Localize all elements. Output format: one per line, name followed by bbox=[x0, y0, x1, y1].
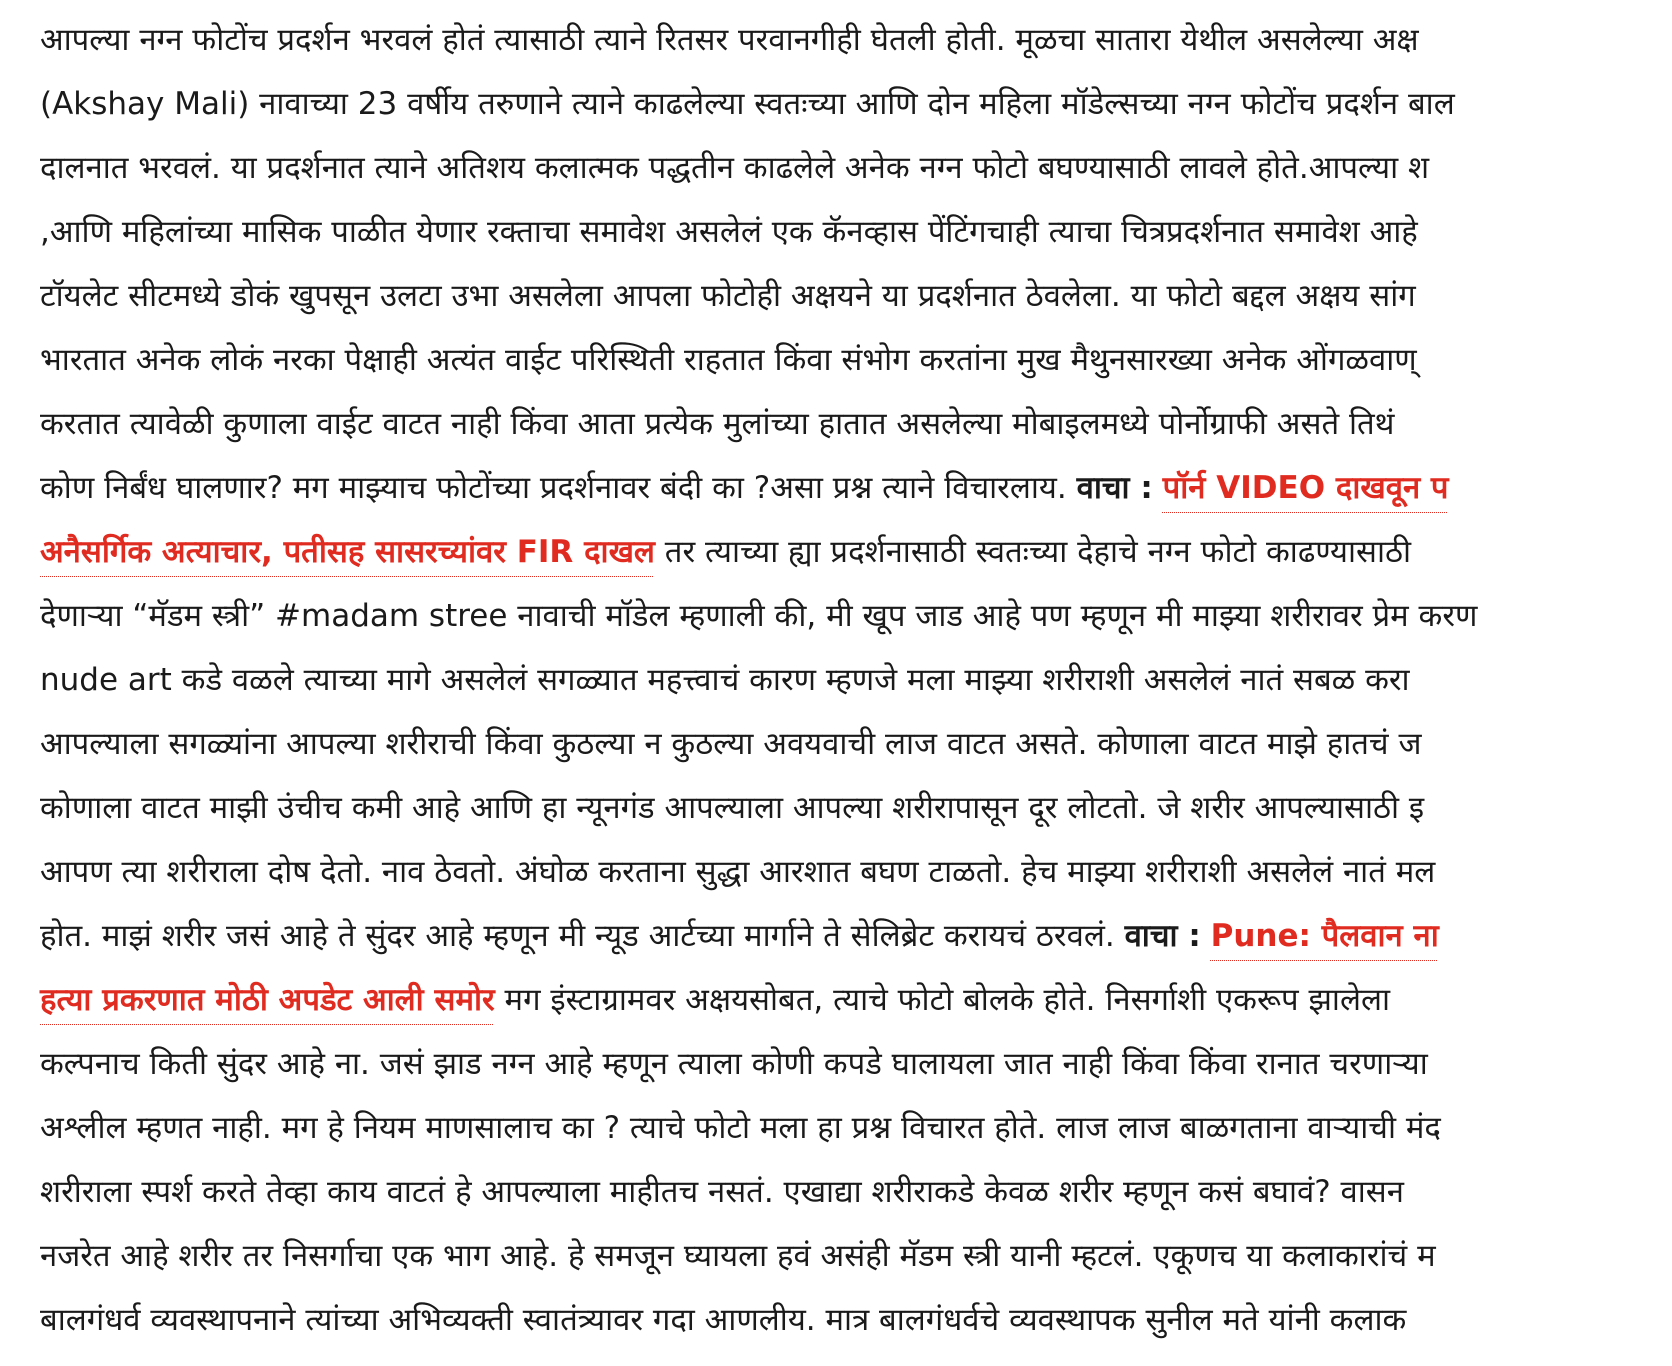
paragraph-text: कोण निर्बंध घालणार? मग माझ्याच फोटोंच्या प्रदर्शनावर बंदी का ?असा प्रश्न त्याने विचारलाय. bbox=[40, 470, 1067, 506]
paragraph-line: बालगंधर्व व्यवस्थापनाने त्यांच्या अभिव्यक्ती स्वातंत्र्यावर गदा आणलीय. मात्र बालगंधर्वचे व्यवस्थापक सुनील मते यांनी कलाक bbox=[40, 1302, 1407, 1338]
paragraph-line: टॉयलेट सीटमध्ये डोकं खुपसून उलटा उभा असलेला आपला फोटोही अक्षयने या प्रदर्शनात ठेवलेला. या फोटो बद्दल अक्षय सांग bbox=[40, 278, 1416, 314]
paragraph-line-with-read-more bbox=[40, 904, 1672, 968]
paragraph-text: तर त्याच्या ह्या प्रदर्शनासाठी स्वतःच्या देहाचे नग्न फोटो काढण्यासाठी bbox=[654, 534, 1412, 570]
paragraph-line: भारतात अनेक लोकं नरका पेक्षाही अत्यंत वाईट परिस्थिती राहतात किंवा संभोग करतांना मुख मैथुनसारख्या अनेक ओंगळवाण् bbox=[40, 342, 1417, 378]
related-article-link[interactable]: पॉर्न VIDEO दाखवून प bbox=[1162, 470, 1449, 506]
paragraph-line-with-read-more bbox=[40, 456, 1672, 520]
paragraph-line: अश्लील म्हणत नाही. मग हे नियम माणसालाच का ? त्याचे फोटो मला हा प्रश्न विचारत होते. लाज लाज बाळगताना वाऱ्याची मंद bbox=[40, 1110, 1441, 1146]
read-also-label: वाचा : bbox=[1076, 470, 1153, 506]
article-body bbox=[40, 8, 1672, 1352]
paragraph-line: (Akshay Mali) नावाच्या 23 वर्षीय तरुणाने त्याने काढलेल्या स्वतःच्या आणि दोन महिला मॉडेल्सच्या नग्न फोटोंच प्रदर्शन बाल bbox=[40, 86, 1455, 122]
paragraph-line: देणाऱ्या “मॅडम स्त्री” #madam stree नावाची मॉडेल म्हणाली की, मी खूप जाड आहे पण म्हणून मी माझ्या शरीरावर प्रेम करण bbox=[40, 598, 1478, 634]
related-article-link[interactable]: Pune: पैलवान ना bbox=[1210, 918, 1439, 954]
paragraph-line: नजरेत आहे शरीर तर निसर्गाचा एक भाग आहे. हे समजून घ्यायला हवं असंही मॅडम स्त्री यानी म्हटलं. एकूणच या कलाकारांचं म bbox=[40, 1238, 1436, 1274]
paragraph-line: शरीराला स्पर्श करते तेव्हा काय वाटतं हे आपल्याला माहीतच नसतं. एखाद्या शरीराकडे केवळ शरीर म्हणून कसं बघावं? वासन bbox=[40, 1174, 1404, 1210]
read-also-label: वाचा : bbox=[1124, 918, 1201, 954]
paragraph-line: कोणाला वाटत माझी उंचीच कमी आहे आणि हा न्यूनगंड आपल्याला आपल्या शरीरापासून दूर लोटतो. जे शरीर आपल्यासाठी इ bbox=[40, 790, 1425, 826]
paragraph-line: आपल्याला सगळ्यांना आपल्या शरीराची किंवा कुठल्या न कुठल्या अवयवाची लाज वाटत असते. कोणाला वाटत माझे हातचं ज bbox=[40, 726, 1422, 762]
paragraph-line: करतात त्यावेळी कुणाला वाईट वाटत नाही किंवा आता प्रत्येक मुलांच्या हातात असलेल्या मोबाइलमध्ये पोर्नोग्राफी असते तिथं bbox=[40, 406, 1395, 442]
related-article-link[interactable]: हत्या प्रकरणात मोठी अपडेट आली समोर bbox=[40, 982, 495, 1018]
paragraph-line: दालनात भरवलं. या प्रदर्शनात त्याने अतिशय कलात्मक पद्धतीन काढलेले अनेक नग्न फोटो बघण्यासाठी लावले होते.आपल्या श bbox=[40, 150, 1430, 186]
paragraph-text: मग इंस्टाग्रामवर अक्षयसोबत, त्याचे फोटो बोलके होते. निसर्गाशी एकरूप झालेला bbox=[494, 982, 1391, 1018]
paragraph-line: आपल्या नग्न फोटोंच प्रदर्शन भरवलं होतं त्यासाठी त्याने रितसर परवानगीही घेतली होती. मूळचा सातारा येथील असलेल्या अक्ष bbox=[40, 22, 1419, 58]
paragraph-line-with-link bbox=[40, 520, 1672, 584]
paragraph-line: कल्पनाच किती सुंदर आहे ना. जसं झाड नग्न आहे म्हणून त्याला कोणी कपडे घालायला जात नाही किंवा किंवा रानात चरणाऱ्या bbox=[40, 1046, 1428, 1082]
paragraph-line-with-link bbox=[40, 968, 1672, 1032]
paragraph-line: ,आणि महिलांच्या मासिक पाळीत येणार रक्ताचा समावेश असलेलं एक कॅनव्हास पेंटिंगचाही त्याचा चित्रप्रदर्शनात समावेश आहे bbox=[40, 214, 1418, 250]
related-article-link[interactable]: अनैसर्गिक अत्याचार, पतीसह सासरच्यांवर FIR दाखल bbox=[40, 534, 655, 570]
paragraph-line: nude art कडे वळले त्याच्या मागे असलेलं सगळ्यात महत्त्वाचं कारण म्हणजे मला माझ्या शरीराशी असलेलं नातं सबळ करा bbox=[40, 662, 1410, 698]
paragraph-text: होत. माझं शरीर जसं आहे ते सुंदर आहे म्हणून मी न्यूड आर्टच्या मार्गाने ते सेलिब्रेट करायचं ठरवलं. bbox=[40, 918, 1115, 954]
paragraph-line: आपण त्या शरीराला दोष देतो. नाव ठेवतो. अंघोळ करताना सुद्धा आरशात बघण टाळतो. हेच माझ्या शरीराशी असलेलं नातं मल bbox=[40, 854, 1436, 890]
